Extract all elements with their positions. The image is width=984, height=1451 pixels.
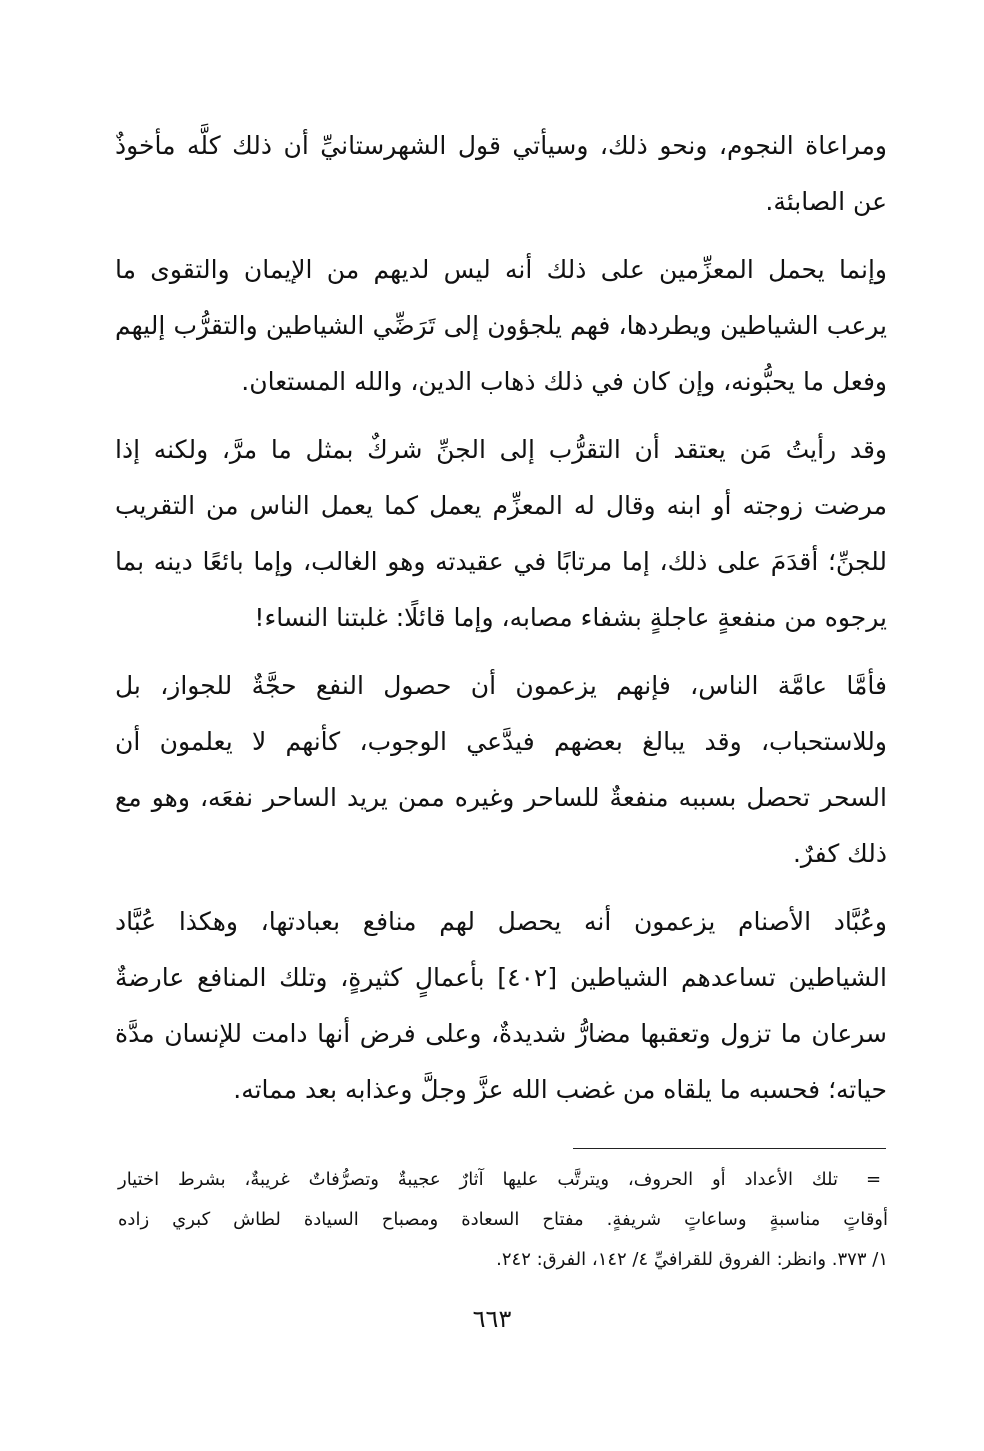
paragraph — [115, 242, 887, 410]
text-line: للجنِّ؛ أقدَمَ على ذلك، إما مرتابًا في عقيدته وهو الغالب، وإما بائعًا دينه بما — [115, 547, 887, 576]
text-line: وعُبَّاد الأصنام يزعمون أنه يحصل لهم منافع بعبادتها، وهكذا عُبَّاد — [115, 907, 887, 936]
text-line: يرجوه من منفعةٍ عاجلةٍ بشفاء مصابه، وإما قائلًا: غلبتنا النساء! — [254, 603, 887, 632]
text-line: حياته؛ فحسبه ما يلقاه من غضب الله عزَّ وجلَّ وعذابه بعد مماته. — [233, 1075, 887, 1104]
text-line: ومراعاة النجوم، ونحو ذلك، وسيأتي قول الشهرستانيِّ أن ذلك كلَّه مأخوذٌ — [115, 131, 887, 160]
text-line: وقد رأيتُ مَن يعتقد أن التقرُّب إلى الجنِّ شركٌ بمثل ما مرَّ، ولكنه إذا — [115, 435, 887, 464]
text-line: فأمَّا عامَّة الناس، فإنهم يزعمون أن حصول النفع حجَّةٌ للجواز، بل — [115, 671, 887, 700]
paragraph — [115, 658, 887, 882]
footnote-line: تلك الأعداد أو الحروف، ويترتَّب عليها آثارٌ عجيبةٌ وتصرُّفاتٌ غريبةٌ، بشرط اختيار — [118, 1169, 838, 1190]
footnote-continuation-marker: = — [866, 1169, 882, 1190]
footnote-divider — [573, 1148, 886, 1149]
main-text — [115, 118, 887, 1118]
footnote — [118, 1160, 888, 1280]
text-line: السحر تحصل بسببه منفعةٌ للساحر وغيره ممن يريد الساحر نفعَه، وهو مع — [115, 783, 887, 812]
text-line: وللاستحباب، وقد يبالغ بعضهم فيدَّعي الوجوب، كأنهم لا يعلمون أن — [115, 727, 887, 756]
paragraph — [115, 894, 887, 1118]
paragraph — [115, 118, 887, 230]
paragraph — [115, 422, 887, 646]
text-line: يرعب الشياطين ويطردها، فهم يلجؤون إلى تَرَضِّي الشياطين والتقرُّب إليهم — [115, 311, 887, 340]
text-line: ذلك كفرٌ. — [792, 839, 887, 868]
text-line: وفعل ما يحبُّونه، وإن كان في ذلك ذهاب الدين، والله المستعان. — [241, 367, 887, 396]
footnote-line: ١/ ٣٧٣. وانظر: الفروق للقرافيِّ ٤/ ١٤٢، الفرق: ٢٤٢. — [496, 1249, 888, 1270]
text-line: سرعان ما تزول وتعقبها مضارُّ شديدةٌ، وعلى فرض أنها دامت للإنسان مدَّة — [115, 1019, 887, 1048]
text-line: الشياطين تساعدهم الشياطين [٤٠٢] بأعمالٍ كثيرةٍ، وتلك المنافع عارضةٌ — [115, 963, 887, 992]
page-number: ٦٦٣ — [472, 1305, 512, 1333]
text-line: وإنما يحمل المعزِّمين على ذلك أنه ليس لديهم من الإيمان والتقوى ما — [115, 255, 887, 284]
text-line: مرضت زوجته أو ابنه وقال له المعزِّم يعمل كما يعمل الناس من التقريب — [115, 491, 887, 520]
footnote-line: أوقاتٍ مناسبةٍ وساعاتٍ شريفةٍ. مفتاح السعادة ومصباح السيادة لطاش كبري زاده — [118, 1209, 888, 1230]
text-line: عن الصابئة. — [765, 187, 887, 216]
